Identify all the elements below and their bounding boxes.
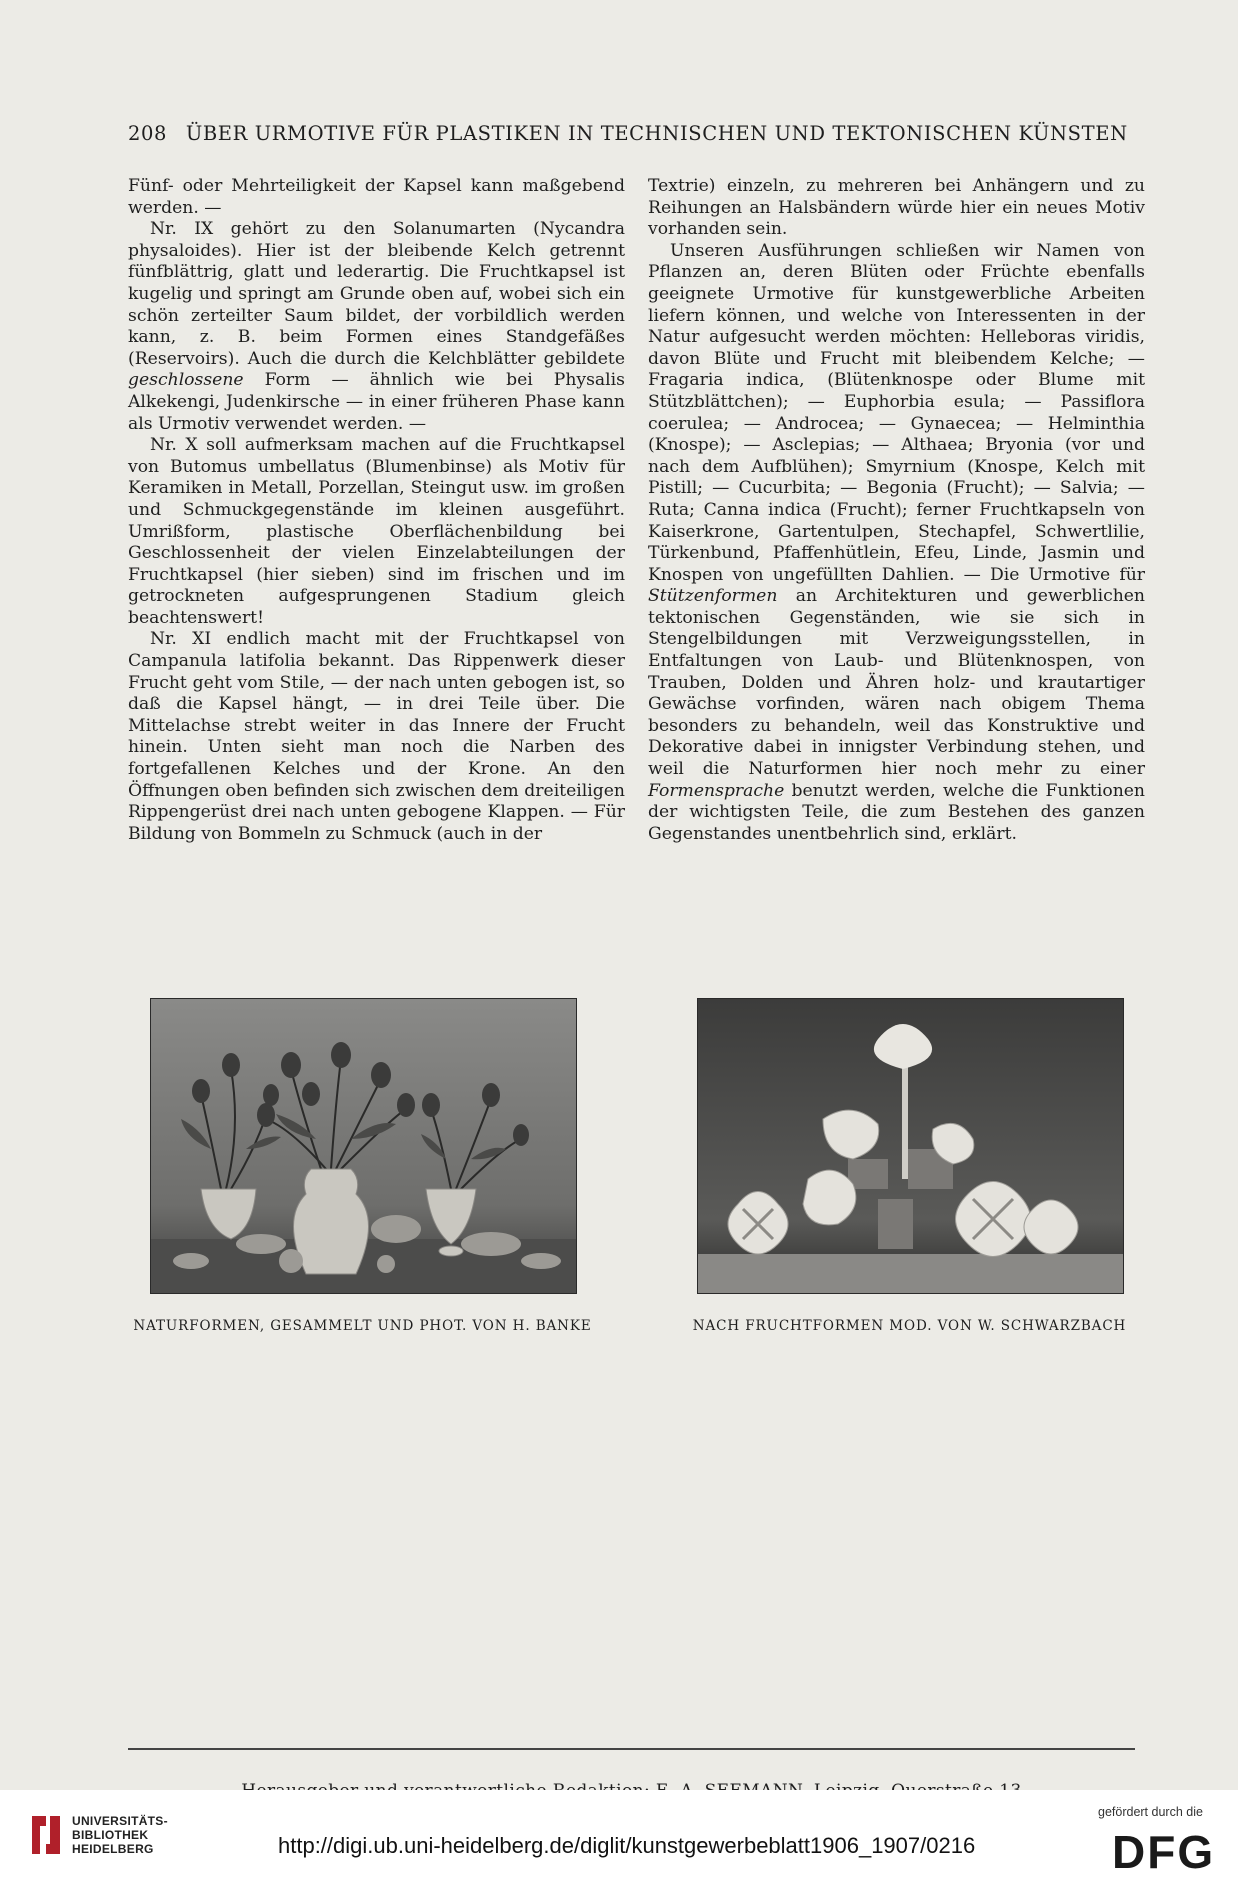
funding-note: gefördert durch die: [1098, 1805, 1203, 1819]
paragraph: Fünf- oder Mehrteiligkeit der Kapsel kann maßgebend werden. —: [128, 176, 625, 218]
photo-fruit-models-image: [698, 999, 1123, 1293]
library-name: [72, 1814, 168, 1856]
paragraph-text: Nr. IX gehört zu den Solanumarten (Nycandra physaloides). Hier ist der bleibende Kelch getrennt fünfblättrig, glatt und lederartig. Die Fruchtkapsel ist kugelig und springt am Grunde oben auf, wobei sich ein schön zerteilter Saum bildet, der vorbildlich werden kann, z. B. beim Formen eines Standgefäßes (Reservoirs). Auch die durch die Kelchblätter gebildete: [128, 219, 625, 369]
figure-caption-right: NACH FRUCHTFORMEN MOD. VON W. SCHWARZBACH: [692, 1318, 1127, 1334]
paragraph: Nr. X soll aufmerksam machen auf die Fruchtkapsel von Butomus umbellatus (Blumenbinse) als Motiv für Keramiken in Metall, Porzellan, Steingut usw. im großen und Schmuckgegenstände im kleinen ausgeführt. Umrißform, plastische Oberflächenbildung bei Geschlossenheit der vielen Einzelabteilungen der Fruchtkapsel (hier sieben) sind im frischen und im getrockneten aufgesprungenen Stadium gleich beachtenswert!: [128, 435, 625, 628]
figure-caption-left: NATURFORMEN, GESAMMELT UND PHOT. VON H. BANKE: [133, 1318, 592, 1334]
paragraph: [648, 241, 1145, 846]
paragraph-text: Unseren Ausführungen schließen wir Namen von Pflanzen an, deren Blüten oder Früchte ebenfalls geeignete Urmotive für kunstgewerbliche Arbeiten liefern können, und welche von Interessenten in der Natur aufgesucht werden möchten: Helleboras viridis, davon Blüte und Frucht mit bleibendem Kelche; — Fragaria indica, (Blütenknospe oder Blume mit Stützblättchen); — Euphorbia esula; — Passiflora coerulea; — Androcea; — Gynaecea; — Helminthia (Knospe); — Asclepias; — Althaea; Bryonia (vor und nach dem Aufblühen); Smyrnium (Knospe, Kelch mit Pistill; — Cucurbita; — Begonia (Frucht); — Salvia; — Ruta; Canna indica (Frucht); ferner Fruchtkapseln von Kaiserkrone, Gartentulpen, Stechapfel, Schwertlilie, Türkenbund, Pfaffenhütlein, Efeu, Linde, Jasmin und Knospen von ungefüllten Dahlien. — Die Urmotive für: [648, 240, 1145, 585]
paragraph: [128, 219, 625, 435]
library-name-line: BIBLIOTHEK: [72, 1828, 149, 1842]
source-url-link[interactable]: http://digi.ub.uni-heidelberg.de/diglit/kunstgewerbeblatt1906_1907/0216: [278, 1833, 976, 1858]
photo-natural-forms: [150, 998, 577, 1294]
dfg-logo-icon: [1108, 1826, 1220, 1874]
right-text-column: [648, 176, 1145, 845]
paragraph-text: benutzt werden, welche die Funktionen der wichtigsten Teile, die zum Bestehen des ganzen Gegenstandes unentbehrlich sind, erklärt.: [648, 780, 1145, 844]
imprint-divider: [128, 1748, 1135, 1750]
paragraph: Textrie) einzeln, zu mehreren bei Anhängern und zu Reihungen an Halsbändern würde hier ein neues Motiv vorhanden sein.: [648, 176, 1145, 240]
dfg-logo-text: DFG: [1112, 1826, 1216, 1874]
paragraph: Nr. XI endlich macht mit der Fruchtkapsel von Campanula latifolia bekannt. Das Rippenwerk dieser Frucht geht vom Stile, — der nach unten gebogen ist, so daß die Kapsel hängt, — in drei Teile über. Die Mittelachse strebt weiter in das Innere der Frucht hinein. Unten sieht man noch die Narben des fortgefallenen Kelches und der Krone. An den Öffnungen oben befinden sich zwischen dem dreiteiligen Rippengerüst drei nach unten gebogene Klappen. — Für Bildung von Bommeln zu Schmuck (auch in der: [128, 629, 625, 844]
page-number: 208: [128, 122, 168, 145]
running-header: [128, 122, 1128, 145]
photo-fruit-models: [697, 998, 1124, 1294]
paragraph-text: an Architekturen und gewerblichen tektonischen Gegenständen, wie sie sich in Stengelbildungen mit Verzweigungsstellen, in Entfaltungen von Laub- und Blütenknospen, von Trauben, Dolden und Ähren holz- und krautartiger Gewächse vorfinden, wären nach obigem Thema besonders zu behandeln, weil das Konstruktive und Dekorative dabei in innigster Verbindung stehen, und weil die Naturformen hier noch mehr zu einer: [648, 586, 1145, 780]
running-title: ÜBER URMOTIVE FÜR PLASTIKEN IN TECHNISCHEN UND TEKTONISCHEN KÜNSTEN: [185, 122, 1128, 145]
library-name-line: HEIDELBERG: [72, 1842, 154, 1856]
library-name-line: UNIVERSITÄTS-: [72, 1814, 168, 1828]
photo-natural-forms-image: [151, 999, 576, 1293]
paragraph-text: Form — ähnlich wie bei Physalis Alkekengi, Judenkirsche — in einer früheren Phase kann als Urmotiv verwendet werden. —: [128, 370, 625, 434]
emphasis-text: Stützenformen: [648, 586, 778, 607]
ub-heidelberg-logo-icon: [28, 1812, 64, 1858]
emphasis-text: geschlossene: [128, 370, 244, 391]
left-text-column: [128, 176, 625, 845]
emphasis-text: Formensprache: [648, 780, 785, 801]
